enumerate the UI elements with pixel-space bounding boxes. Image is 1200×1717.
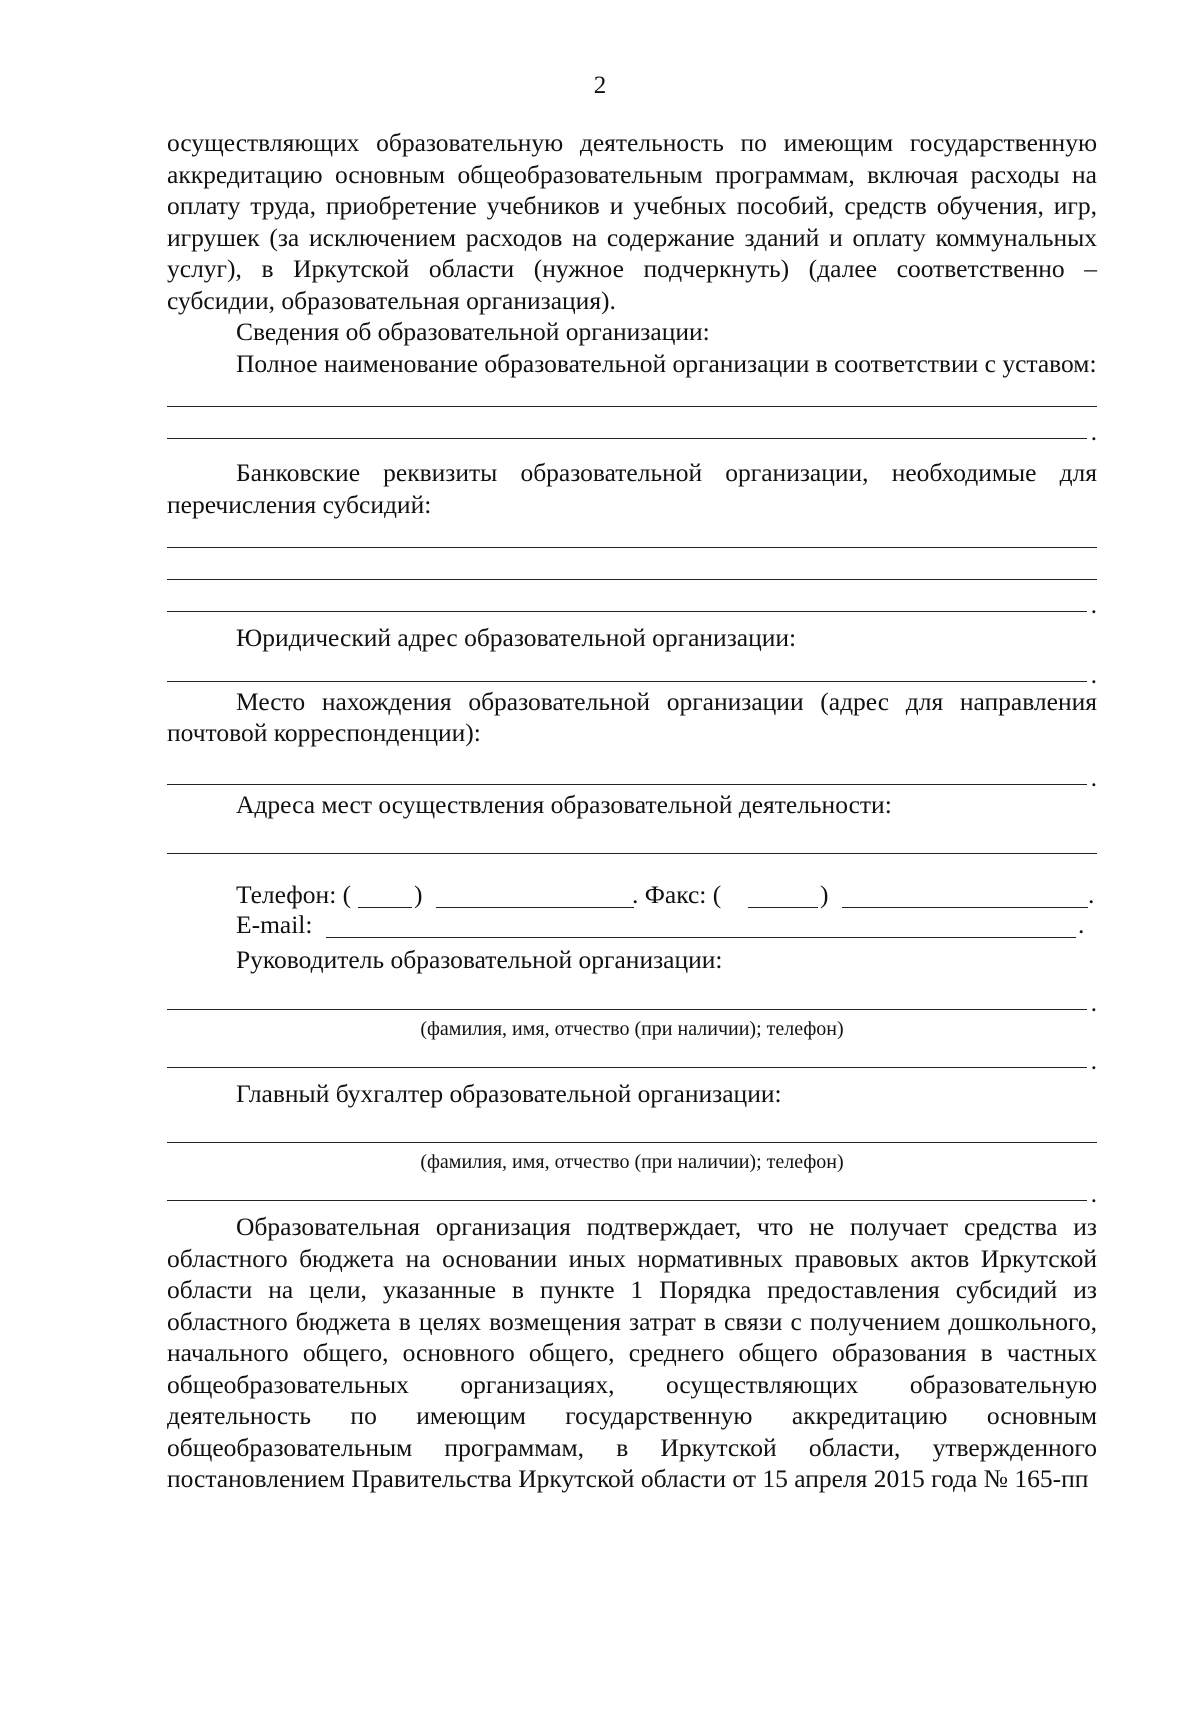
activity-addresses-label: Адреса мест осуществления образовательной деятельности: — [236, 789, 892, 819]
phone-label: Телефон: ( — [236, 879, 352, 909]
full-name-field-line-2[interactable]: . — [167, 413, 1097, 443]
fax-number-field[interactable] — [842, 907, 1088, 908]
activity-addresses-field[interactable] — [167, 822, 1097, 858]
accountant-field-caption: (фамилия, имя, отчество (при наличии); телефон) — [420, 1151, 844, 1173]
head-name-field[interactable]: . — [167, 978, 1097, 1014]
full-name-field-line-1[interactable] — [167, 381, 1097, 411]
bank-details-field-line-3[interactable]: . — [167, 586, 1097, 616]
head-label: Руководитель образовательной организации: — [236, 945, 723, 974]
location-field[interactable]: . — [167, 751, 1097, 789]
email-label: E-mail: — [236, 909, 313, 939]
accountant-name-field[interactable] — [167, 1111, 1097, 1147]
fax-label: . Факс: ( — [632, 879, 722, 909]
legal-address-field[interactable]: . — [167, 656, 1097, 686]
phone-number-field[interactable] — [436, 907, 634, 908]
phone-close-paren: ) — [414, 879, 423, 909]
fax-close-paren: ) — [820, 879, 829, 909]
org-info-heading: Сведения об образовательной организации: — [236, 317, 710, 346]
bank-details-field-line-2[interactable] — [167, 554, 1097, 584]
fax-code-field[interactable] — [748, 907, 818, 908]
intro-paragraph: осуществляющих образовательную деятельность по имеющим государственную аккредитацию основным общеобразовательным программам, включая расходы на оплату труда, приобретение учебников и учебных пособий, средств обучения, игр, игрушек (за исключением расходов на содержание зданий и оплату коммунальных услуг), в Иркутской области (нужное подчеркнуть) (далее соответственно – субсидии, образовательная организация). — [167, 128, 1097, 315]
page-number: 2 — [593, 72, 607, 99]
bank-details-field-line-1[interactable] — [167, 522, 1097, 552]
fax-period: . — [1088, 879, 1095, 909]
full-name-label: Полное наименование образовательной организации в соответствии с уставом: — [236, 348, 1097, 378]
email-line — [236, 909, 1097, 942]
email-field[interactable] — [326, 937, 1076, 938]
email-period: . — [1078, 909, 1085, 939]
bank-details-label: Банковские реквизиты образовательной организации, необходимые для перечисления субсидий: — [167, 458, 1097, 519]
head-field-caption: (фамилия, имя, отчество (при наличии); телефон) — [420, 1017, 844, 1040]
phone-fax-line — [236, 878, 1097, 912]
location-label: Место нахождения образовательной организации (адрес для направления почтовой корреспонденции): — [167, 686, 1097, 747]
confirmation-paragraph: Образовательная организация подтверждает, что не получает средства из областного бюджета на основании иных нормативных правовых актов Иркутской области на цели, указанные в пункте 1 Порядка предоставления субсидий из областного бюджета в целях возмещения затрат в связи с получением дошкольного, начального общего, основного общего, среднего общего образования в частных общеобразовательных организациях, осуществляющих образовательную деятельность по имеющим государственную аккредитацию основным общеобразовательным программам, в Иркутской области, утвержденного постановлением Правительства Иркутской области от 15 апреля 2015 года № 165-пп — [167, 1212, 1097, 1493]
head-phone-field[interactable]: . — [167, 1046, 1097, 1072]
phone-code-field[interactable] — [358, 907, 412, 908]
legal-address-label: Юридический адрес образовательной организации: — [236, 623, 797, 652]
accountant-label: Главный бухгалтер образовательной организации: — [236, 1078, 782, 1108]
accountant-phone-field[interactable]: . — [167, 1179, 1097, 1205]
form-body — [167, 127, 1097, 1495]
